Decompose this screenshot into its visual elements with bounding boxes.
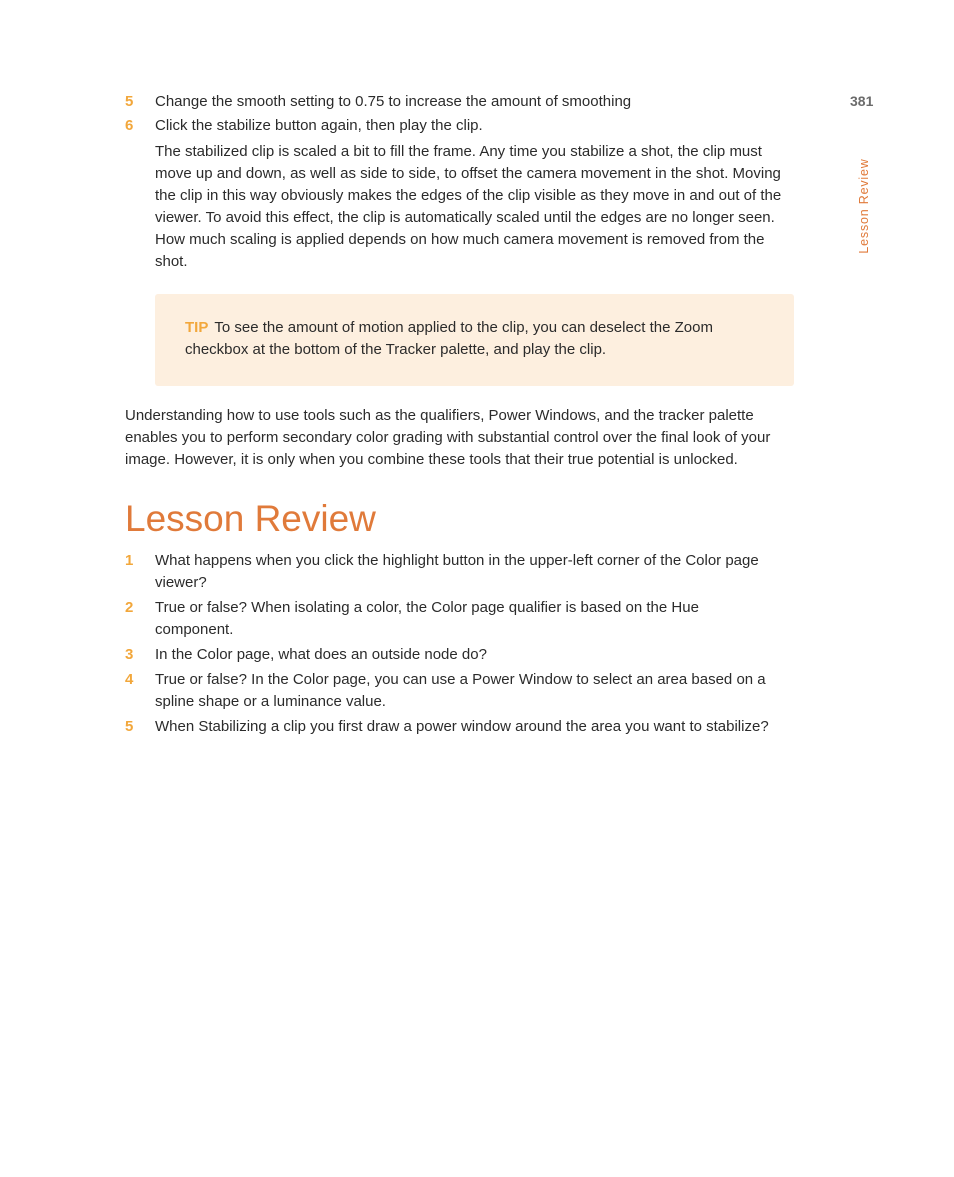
tip-label: TIP <box>185 319 209 336</box>
step-number: 6 <box>125 117 134 134</box>
question-text: True or false? When isolating a color, the Color page qualifier is based on the Hue component. <box>155 599 699 638</box>
page-content <box>125 91 795 741</box>
question-number: 4 <box>125 671 134 688</box>
question-number: 1 <box>125 552 134 569</box>
page-number: 381 <box>850 93 874 109</box>
step-text: Click the stabilize button again, then play the clip. <box>155 117 483 134</box>
tip-text: To see the amount of motion applied to the clip, you can deselect the Zoom checkbox at the bottom of the Tracker palette, and play the clip. <box>185 319 713 358</box>
tip-box <box>155 294 794 386</box>
step-text: Change the smooth setting to 0.75 to increase the amount of smoothing <box>155 93 632 110</box>
question-number: 2 <box>125 599 134 616</box>
question-number: 5 <box>125 718 134 735</box>
review-question <box>125 550 775 594</box>
review-question <box>125 644 775 666</box>
question-number: 3 <box>125 646 134 663</box>
review-question <box>125 669 775 713</box>
step-item <box>125 115 795 137</box>
running-head: Lesson Review <box>857 158 871 254</box>
step-item <box>125 91 795 113</box>
review-question <box>125 597 775 641</box>
review-question <box>125 716 775 738</box>
question-text: True or false? In the Color page, you can use a Power Window to select an area based on a spline shape or a luminance value. <box>155 671 766 710</box>
question-text: What happens when you click the highlight button in the upper-left corner of the Color page viewer? <box>155 552 759 591</box>
step-number: 5 <box>125 93 134 110</box>
question-text: When Stabilizing a clip you first draw a power window around the area you want to stabilize? <box>155 718 769 735</box>
question-text: In the Color page, what does an outside node do? <box>155 646 487 663</box>
review-question-list <box>125 550 795 738</box>
body-paragraph: Understanding how to use tools such as the qualifiers, Power Windows, and the tracker palette enables you to perform secondary color grading with substantial control over the final look of your image. However, it is only when you combine these tools that their true potential is unlocked. <box>125 407 771 468</box>
section-heading: Lesson Review <box>125 498 376 539</box>
step-paragraph: The stabilized clip is scaled a bit to fill the frame. Any time you stabilize a shot, the clip must move up and down, as well as side to side, to offset the camera movement in the shot. Moving the clip in this way obviously makes the edges of the clip visible as they move in and out of the viewer. To avoid this effect, the clip is automatically scaled until the edges are no longer seen. How much scaling is applied depends on how much camera movement is removed from the shot. <box>155 143 782 270</box>
